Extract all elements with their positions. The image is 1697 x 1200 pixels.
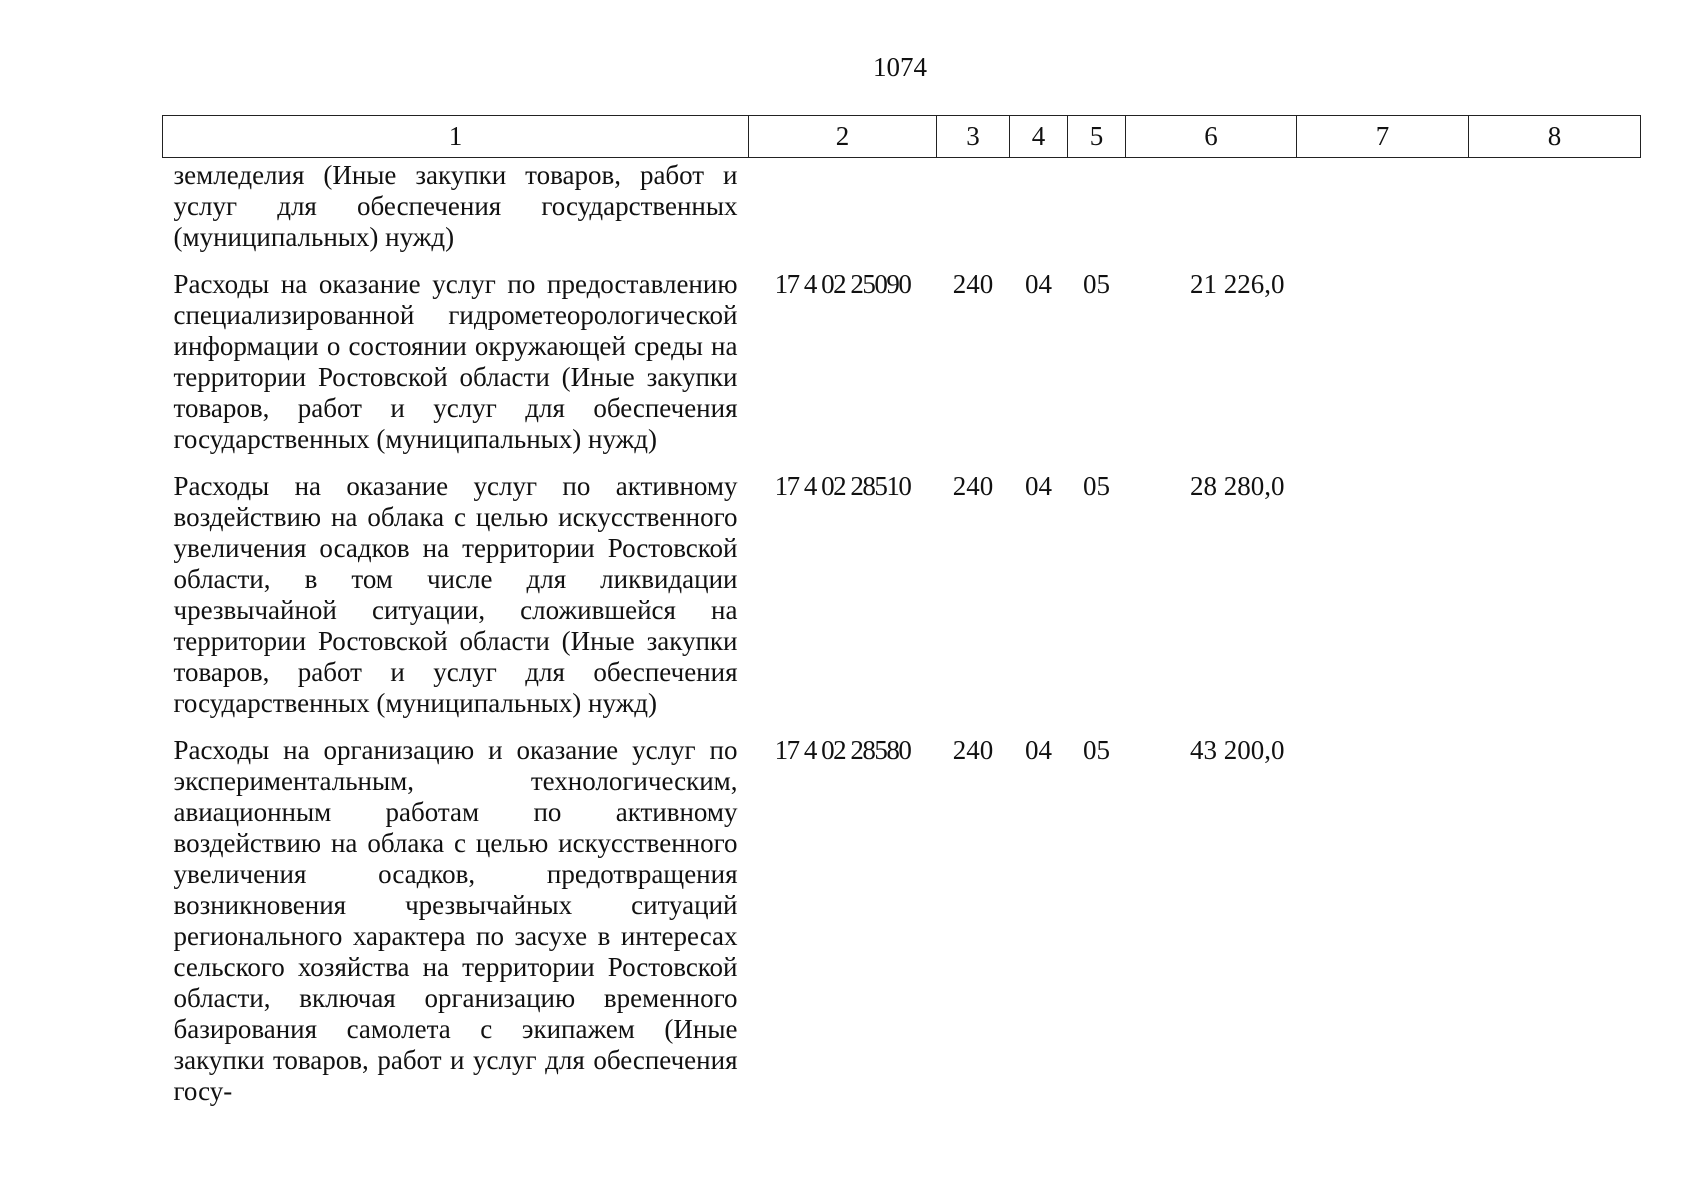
row-rz: 04 [1025, 471, 1052, 501]
row-description: земледелия (Иные закупки товаров, работ и услуг для обеспечения государственных (муниципальных) нужд) [173, 160, 738, 252]
row-rz: 04 [1025, 735, 1052, 765]
table-row [163, 467, 1641, 731]
row-amount: 43 200,0 [1190, 735, 1285, 765]
row-pr [1068, 158, 1126, 266]
budget-table [162, 115, 1641, 1119]
row-col8 [1469, 731, 1641, 1119]
page-number: 1074 [873, 52, 927, 82]
table-row [163, 265, 1641, 467]
row-amount [1126, 158, 1297, 266]
column-header-8: 8 [1469, 116, 1641, 158]
row-rz: 04 [1025, 269, 1052, 299]
row-col8 [1469, 467, 1641, 731]
table-row [163, 731, 1641, 1119]
row-description: Расходы на оказание услуг по активному воздействию на облака с целью искусственного увеличения осадков на территории Ростовской области, в том числе для ликвидации чрезвычайной ситуации, сложившейся на территории Ростовской области (Иные закупки товаров, работ и услуг для обеспечения государственных (муниципальных) нужд) [173, 471, 738, 718]
row-amount: 28 280,0 [1190, 471, 1285, 501]
table-row [163, 158, 1641, 266]
row-col7 [1297, 731, 1469, 1119]
row-description: Расходы на организацию и оказание услуг по экспериментальным, технологическим, авиационным работам по активному воздействию на облака с целью искусственного увеличения осадков, предотвращения возникновения чрезвычайных ситуаций регионального характера по засухе в интересах сельского хозяйства на территории Ростовской области, включая организацию временного базирования самолета с экипажем (Иные закупки товаров, работ и услуг для обеспечения госу- [173, 735, 738, 1106]
row-code: 17 4 02 28510 [774, 471, 911, 501]
column-header-5: 5 [1068, 116, 1126, 158]
row-col8 [1469, 265, 1641, 467]
column-header-7: 7 [1297, 116, 1469, 158]
row-pr: 05 [1083, 269, 1110, 299]
row-rz [1010, 158, 1068, 266]
row-col8 [1469, 158, 1641, 266]
column-header-6: 6 [1126, 116, 1297, 158]
row-vr: 240 [952, 735, 994, 765]
column-header-4: 4 [1010, 116, 1068, 158]
row-amount: 21 226,0 [1190, 269, 1285, 299]
row-code [749, 158, 937, 266]
row-pr: 05 [1083, 471, 1110, 501]
column-header-3: 3 [937, 116, 1010, 158]
row-col7 [1297, 158, 1469, 266]
row-code: 17 4 02 28580 [774, 735, 911, 765]
table-header-row [163, 116, 1641, 158]
row-vr [937, 158, 1010, 266]
column-header-2: 2 [749, 116, 937, 158]
row-col7 [1297, 467, 1469, 731]
row-description: Расходы на оказание услуг по предоставлению специализированной гидрометеорологической информации о состоянии окружающей среды на территории Ростовской области (Иные закупки товаров, работ и услуг для обеспечения государственных (муниципальных) нужд) [173, 269, 738, 454]
row-col7 [1297, 265, 1469, 467]
row-code: 17 4 02 25090 [774, 269, 911, 299]
row-vr: 240 [952, 269, 994, 299]
row-pr: 05 [1083, 735, 1110, 765]
column-header-1: 1 [163, 116, 749, 158]
row-vr: 240 [952, 471, 994, 501]
